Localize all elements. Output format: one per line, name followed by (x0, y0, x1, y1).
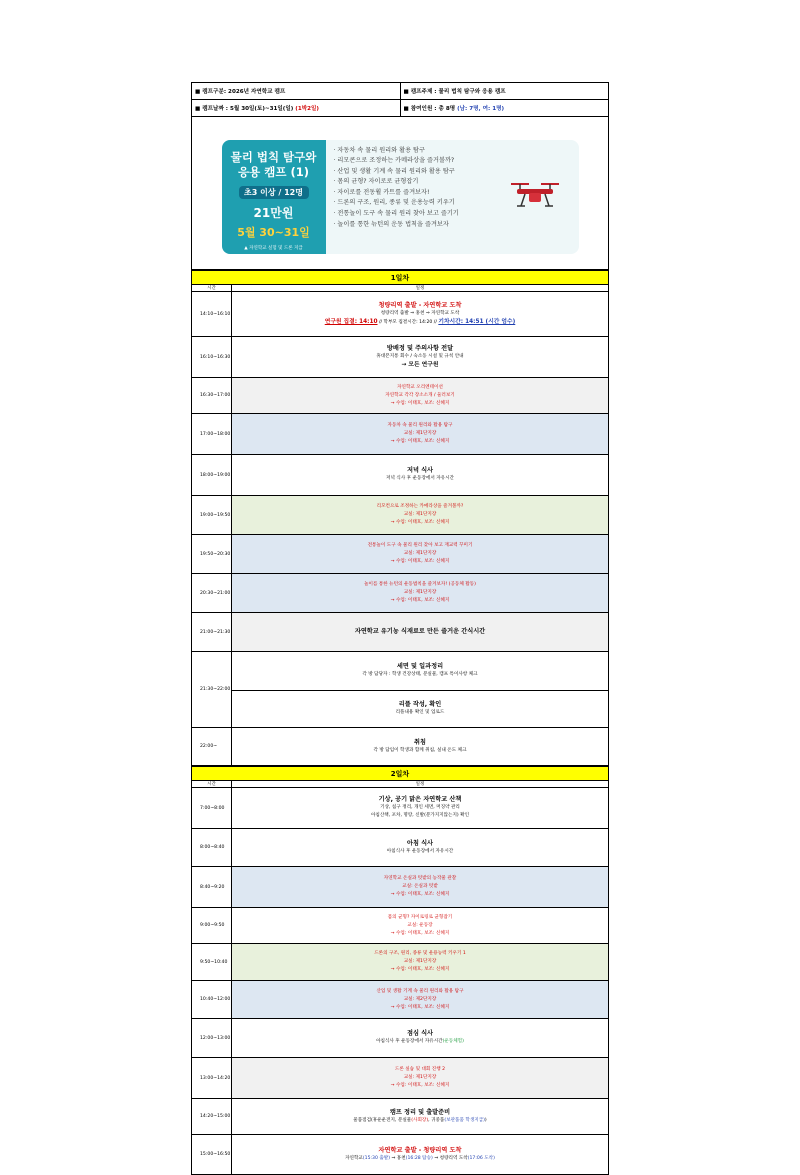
schedule-line: → 수업: 이태호, 보조: 신혜지 (390, 892, 450, 897)
banner-eligibility: 초3 이상 / 12명 (239, 186, 309, 199)
route-time: (17:06 도착) (467, 1155, 495, 1161)
activity-cell (232, 613, 609, 652)
schedule-line: → 수업: 이태호, 보조: 신혜지 (390, 559, 450, 564)
schedule-row (192, 455, 609, 496)
train-time: 기차시간: 14:51 (시간 엄수) (438, 318, 516, 325)
schedule-row (192, 652, 609, 691)
schedule-line: 자연학교 온실과 텃밭의 농작물 관찰 (383, 876, 457, 881)
activity-cell (232, 728, 609, 766)
schedule-line: → 수업: 이태호, 보조: 신혜지 (390, 1004, 450, 1010)
banner-title: 물리 법칙 탐구와 응용 캠프 (1) (230, 149, 317, 179)
camp-theme-value: 물리 법칙 탐구와 응용 캠프 (438, 89, 506, 95)
schedule-line: 기상, 침구 정리, 개인 세면, 머징약 관리 (380, 805, 460, 810)
schedule-line: 리모컨으로 조정하는 카메라상을 즐겨볼까? (376, 504, 464, 509)
banner-bullet: · 자동차 속 물리 원리와 활용 탐구 (333, 146, 425, 154)
participants-cell (400, 100, 609, 117)
banner-dates: 5월 30~31일 (237, 225, 310, 239)
schedule-row (192, 728, 609, 766)
column-header-schedule: 일정 (232, 285, 609, 292)
banner-bullet: · 자이로를 전동휠 카트를 즐겨보자! (333, 188, 430, 196)
schedule-line: 자동차 속 물리 원리와 활용 탐구 (387, 423, 453, 428)
schedule-row (192, 574, 609, 613)
time-cell: 10:40~12:00 (192, 981, 232, 1019)
activity-cell (232, 1099, 609, 1135)
time-cell: 22:00~ (192, 728, 232, 766)
schedule-line: 캠프 정리 및 출발준비 (389, 1108, 451, 1116)
schedule-row (192, 867, 609, 908)
schedule-line: 자연학교 유기농 식재료로 만든 즐거운 간식시간 (354, 628, 486, 635)
camp-date-cell (192, 100, 401, 117)
schedule-row (192, 829, 609, 867)
schedule-row (192, 788, 609, 829)
schedule-line: 휴대폰지통 회수 / 숙소동 시설 및 규칙 안내 (376, 354, 464, 359)
column-header-schedule: 일정 (232, 781, 609, 788)
schedule-row (192, 337, 609, 378)
schedule-row (192, 414, 609, 455)
lunch-note (232, 1038, 608, 1046)
day1-schedule-table (191, 270, 609, 766)
time-cell: 20:30~21:00 (192, 574, 232, 613)
banner-left-panel (222, 140, 326, 254)
time-cell: 16:10~16:30 (192, 337, 232, 378)
schedule-line: → 수업: 이태호, 보조: 신혜지 (390, 400, 450, 406)
staff-meeting-time: 연구원 집결: 14:10 (324, 318, 378, 325)
banner-bullet: · 드론의 구조, 원리, 종류 및 운용능력 키우기 (333, 199, 455, 207)
time-cell: 9:00~9:50 (192, 908, 232, 944)
schedule-line: 교실: 제1단지장 (403, 1075, 437, 1080)
schedule-line: 교실: 제1단지장 (403, 959, 437, 964)
schedule-line: → 수업: 이태호, 보조: 신혜지 (390, 1083, 450, 1088)
schedule-line: 아침식사 후 운동장에서 자유시간 (386, 848, 454, 854)
schedule-row (192, 496, 609, 535)
activity-cell (232, 574, 609, 613)
schedule-line: 드론의 구조, 원리, 종류 및 운용능력 키우기 1 (374, 951, 466, 956)
schedule-line: 리플내용 확인 및 업로드 (395, 710, 445, 715)
activity-cell (232, 1135, 609, 1175)
return-route (232, 1155, 608, 1163)
participants-detail: (남: 7명, 여: 1명) (457, 106, 505, 112)
lunch-note-text: 아침식사 후 운동장에서 자유시간 (376, 1039, 443, 1044)
activity-cell (232, 414, 609, 455)
camp-type-value: 2026년 자연학교 캠프 (228, 89, 286, 95)
parent-meeting-time: // 학부모 집결시간: 14:20 // (377, 319, 439, 325)
activity-cell (232, 378, 609, 414)
banner-bullet: · 리모콘으로 조정하는 카메라상을 즐거볼까? (333, 157, 455, 165)
route-text: ⇒ 홍천 (390, 1155, 406, 1161)
banner-bullet: · 몸의 균형? 자이로로 균형잡기 (333, 178, 419, 186)
time-cell: 21:00~21:30 (192, 613, 232, 652)
column-header-time: 시간 (192, 781, 232, 788)
schedule-row (192, 1058, 609, 1099)
prep-note-text: ) (484, 1117, 487, 1123)
drone-icon (507, 176, 563, 210)
schedule-row (192, 908, 609, 944)
schedule-line: 자연학교 오리엔테이션 (397, 384, 443, 390)
schedule-row (192, 292, 609, 337)
schedule-row (192, 535, 609, 574)
activity-cell (232, 496, 609, 535)
activity-cell (232, 908, 609, 944)
activity-cell (232, 455, 609, 496)
schedule-line: 청량리역 출발 ⇒ 홍천 ⇒ 자연학교 도착 (380, 310, 460, 316)
schedule-line: 교실: 제1단지장 (403, 590, 437, 595)
activity-cell (232, 944, 609, 981)
banner-note: ▲ 자연학교 실험 및 드론 지급 (244, 245, 303, 251)
day2-schedule-table (191, 766, 609, 1175)
route-text: 자연학교 (345, 1155, 363, 1161)
time-cell: 18:00~19:00 (192, 455, 232, 496)
banner-cell (192, 117, 609, 270)
banner-bullet: · 산업 및 생활 기계 속 물리 원리와 활용 탐구 (333, 167, 455, 175)
time-cell: 8:40~9:20 (192, 867, 232, 908)
day1-title: 1일차 (192, 271, 609, 285)
time-cell: 13:00~14:20 (192, 1058, 232, 1099)
schedule-line: 세면 및 일과정리 (396, 663, 444, 670)
activity-cell (232, 292, 609, 337)
prep-note-text: 물품점검(휴운운전지, 분실물 (353, 1117, 412, 1123)
time-cell: 9:50~10:40 (192, 944, 232, 981)
time-cell: 8:00~8:40 (192, 829, 232, 867)
activity-cell (232, 981, 609, 1019)
schedule-line: 리플 작성, 확인 (398, 701, 442, 708)
schedule-line: 몸의 균형? 자이로링로 균형잡기 (387, 914, 453, 920)
schedule-line: 드론 실습 및 대회 진행 2 (394, 1067, 446, 1072)
participants-label: ■ 참여인원 : (403, 106, 439, 112)
time-cell: 19:50~20:30 (192, 535, 232, 574)
schedule-row (192, 613, 609, 652)
schedule-line: 아침 식사 (406, 839, 434, 847)
schedule-row (192, 1019, 609, 1058)
activity-cell (232, 337, 609, 378)
prep-note (232, 1117, 608, 1125)
schedule-line: 전통놀이 도구 속 물리 원리 찾아 보고 재교력 꾸미기 (367, 543, 473, 548)
schedule-line: → 수업: 이태호, 보조: 신혜지 (390, 598, 450, 603)
prep-note-red: (사회장) (411, 1117, 429, 1123)
time-cell: 21:30~22:00 (192, 652, 232, 728)
schedule-line: 방배정 및 주의사항 전달 (386, 345, 454, 352)
schedule-row (192, 1135, 609, 1175)
prep-note-text: , 귀중품 (428, 1117, 445, 1123)
schedule-row (192, 981, 609, 1019)
schedule-line: 각 방 담당자 : 학생 건강상태, 분실물, 캠프 특이사항 체크 (362, 672, 478, 677)
schedule-line: → 수업: 이태호, 보조: 신혜지 (390, 930, 450, 936)
camp-type-cell (192, 83, 401, 100)
schedule-line: 저녁 식사 (406, 467, 434, 474)
schedule-line: 아침산책, 포차, 명랑, 신발(분가지지않는지) 확인 (370, 813, 470, 818)
schedule-line: 청량리역 출발 - 자연학교 도착 (378, 301, 462, 309)
camp-date-label: ■ 캠프날짜 : (195, 106, 230, 112)
time-cell: 12:00~13:00 (192, 1019, 232, 1058)
activity-cell (232, 535, 609, 574)
schedule-row (192, 944, 609, 981)
schedule-line: → 수업: 이태호, 보조: 신혜지 (390, 520, 450, 525)
activity-cell (232, 652, 609, 691)
schedule-row (192, 691, 609, 728)
time-cell: 19:00~19:50 (192, 496, 232, 535)
schedule-line: 교실: 온실과 텃밭 (402, 884, 438, 889)
banner-bullet-list (334, 146, 516, 231)
activity-cell (232, 788, 609, 829)
schedule-line: 각 방 담임이 학생과 함께 취침, 실내 온도 체크 (373, 747, 467, 753)
camp-date-value: 5월 30일(토)~31일(일) (229, 106, 296, 112)
schedule-line: 자연학교 각각 장소소개 / 둘러보기 (385, 392, 455, 398)
schedule-line: 산업 및 생활 기계 속 물리 원리와 활용 탐구 (376, 988, 464, 994)
activity-cell (232, 691, 609, 728)
camp-schedule-document (191, 82, 609, 1175)
banner-bullet: · 전통놀이 도구 속 물리 원리 찾아 보고 즐기기 (333, 210, 459, 218)
schedule-line: 자연학교 출발 - 청량리역 도착 (378, 1146, 462, 1154)
schedule-row (192, 378, 609, 414)
schedule-line: 교실: 제2단지장 (403, 996, 437, 1002)
schedule-line: 점심 식사 (406, 1030, 434, 1037)
time-cell: 14:20~15:00 (192, 1099, 232, 1135)
header-table (191, 82, 609, 270)
camp-theme-cell (400, 83, 609, 100)
time-cell: 17:00~18:00 (192, 414, 232, 455)
schedule-line: 놀이를 통한 뉴턴의 운동법칙을 즐겨보자! (공동체 활동) (364, 582, 476, 587)
banner-price: 21만원 (253, 205, 294, 220)
time-cell: 7:00~8:00 (192, 788, 232, 829)
schedule-line: 교실: 운동장 (407, 922, 433, 928)
schedule-line: → 수업: 이태호, 보조: 신혜지 (390, 967, 450, 972)
camp-banner-image (222, 140, 579, 254)
schedule-line: 교실: 제1단지장 (403, 512, 437, 517)
schedule-row (192, 1099, 609, 1135)
banner-bullet: · 놀이를 통한 뉴턴의 운동 법칙을 즐겨보자 (333, 220, 449, 228)
schedule-line: → 모든 연구원 (401, 362, 439, 368)
schedule-line: 취침 (414, 738, 426, 746)
time-cell: 14:10~16:10 (192, 292, 232, 337)
time-cell: 16:30~17:00 (192, 378, 232, 414)
column-header-time: 시간 (192, 285, 232, 292)
route-text: ⇒ 청량리역 도착 (432, 1155, 468, 1161)
schedule-line: 교실: 제1단지장 (403, 551, 437, 556)
camp-type-label: ■ 캠프구분: (195, 89, 229, 95)
prep-note-blue: (보관품품 학생지급) (444, 1117, 485, 1123)
schedule-line: 저녁 식사 후 운동장에서 자유시간 (386, 476, 454, 481)
schedule-line: → 수업: 이태호, 보조: 신혜지 (390, 439, 450, 444)
activity-cell (232, 867, 609, 908)
time-cell: 15:00~16:50 (192, 1135, 232, 1175)
route-time: (16:28 탑승) (405, 1155, 433, 1161)
activity-cell (232, 829, 609, 867)
route-time: (15:30 출발) (362, 1155, 391, 1161)
activity-cell (232, 1019, 609, 1058)
meeting-times (232, 318, 608, 327)
activity-cell (232, 1058, 609, 1099)
schedule-line: 기상, 공기 맑은 자연학교 산책 (378, 796, 462, 803)
lunch-note-extra: (운동체험) (442, 1039, 464, 1044)
camp-theme-label: ■ 캠프주제 : (403, 89, 439, 95)
day2-title: 2일차 (192, 767, 609, 781)
participants-total: 총 8명 (438, 106, 458, 112)
camp-nights: (1박2일) (295, 106, 319, 112)
schedule-line: 교실: 제1단지장 (403, 431, 437, 436)
